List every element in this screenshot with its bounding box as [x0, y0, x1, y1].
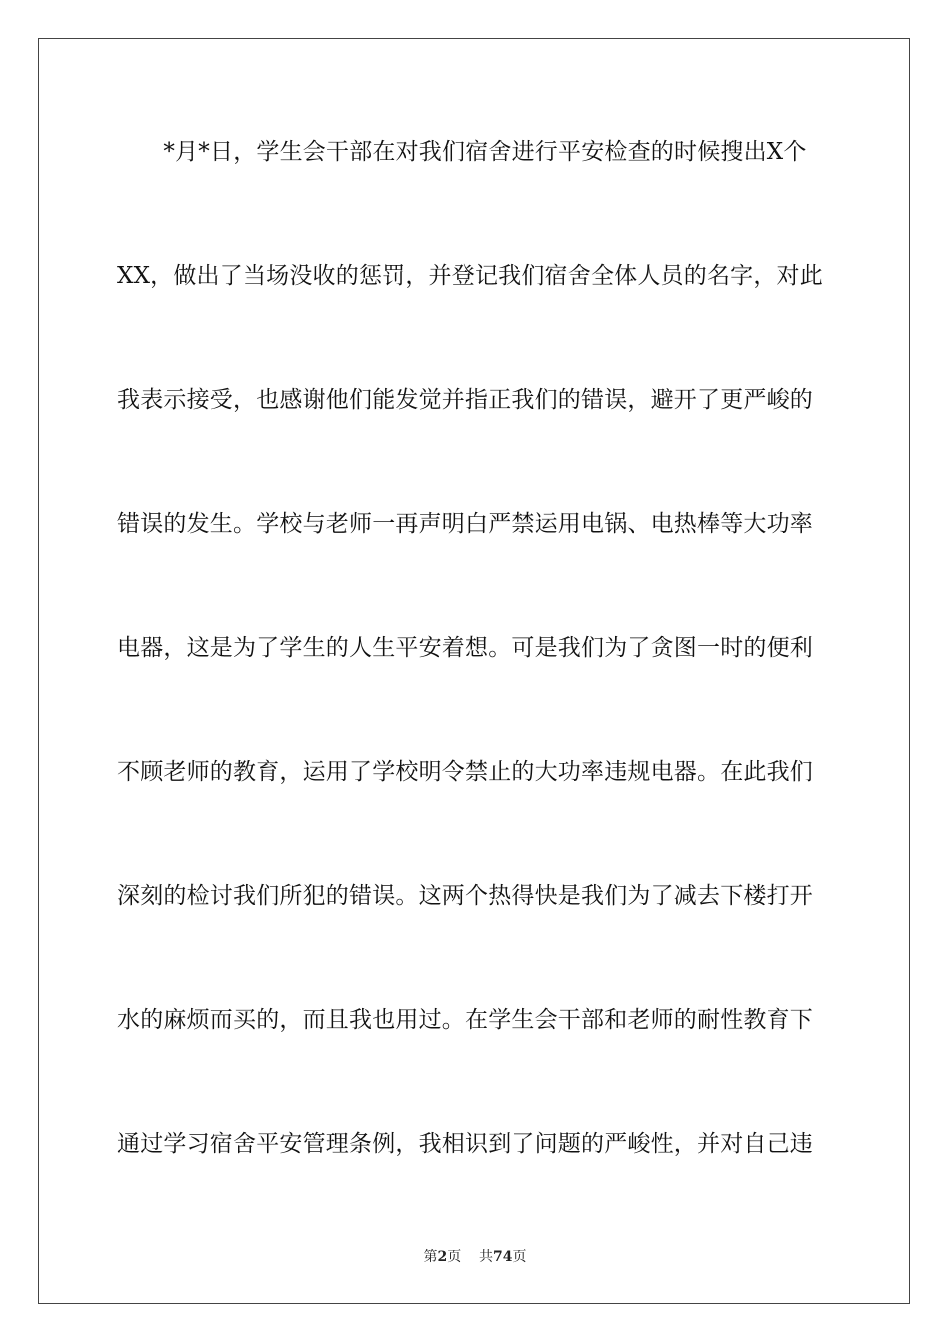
body-text-line: 深刻的检讨我们所犯的错误。这两个热得快是我们为了减去下楼打开	[117, 883, 813, 909]
footer-total-pages: 74	[493, 1249, 513, 1265]
page-footer	[0, 1246, 950, 1266]
body-text-line: 水的麻烦而买的，而且我也用过。在学生会干部和老师的耐性教育下	[117, 1007, 813, 1033]
body-text-line: 不顾老师的教育，运用了学校明令禁止的大功率违规电器。在此我们	[117, 759, 813, 785]
footer-page-prefix: 第	[423, 1249, 438, 1265]
footer-page-suffix: 页	[447, 1249, 462, 1265]
body-text-line: 通过学习宿舍平安管理条例，我相识到了问题的严峻性，并对自己违	[117, 1131, 813, 1157]
footer-total-suffix: 页	[512, 1249, 527, 1265]
footer-total-prefix: 共	[479, 1249, 494, 1265]
body-text-line: 我表示接受，也感谢他们能发觉并指正我们的错误，避开了更严峻的	[117, 387, 813, 413]
page-border	[38, 38, 910, 1304]
body-text-line: XX，做出了当场没收的惩罚，并登记我们宿舍全体人员的名字，对此	[117, 263, 823, 289]
body-text-line: 电器，这是为了学生的人生平安着想。可是我们为了贪图一时的便利	[117, 635, 813, 661]
body-text-line: *月*日，学生会干部在对我们宿舍进行平安检查的时候搜出X个	[117, 139, 807, 165]
footer-current-page: 2	[437, 1249, 448, 1265]
body-text-line: 错误的发生。学校与老师一再声明白严禁运用电锅、电热棒等大功率	[117, 511, 813, 537]
